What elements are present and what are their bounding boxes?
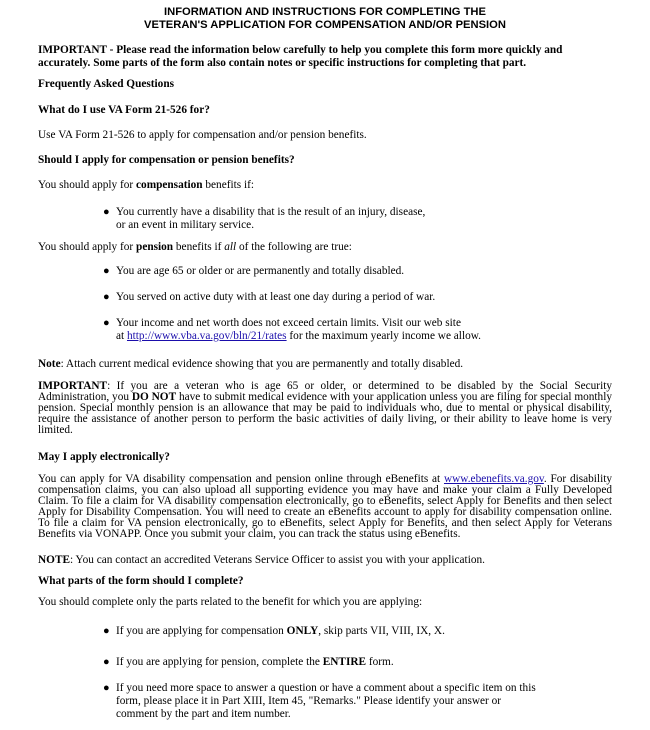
note-vso: NOTE: You can contact an accredited Veterans Service Officer to assist you with your application. [38, 554, 485, 566]
title-line-2: VETERAN'S APPLICATION FOR COMPENSATION AND/OR PENSION [144, 19, 506, 31]
q4-question: What parts of the form should I complete? [38, 575, 244, 587]
q3-answer: You can apply for VA disability compensation and pension online through eBenefits at www.ebenefits.va.gov. For disability compensation claims, you can also upload all supporting evidence you may have and make your claim a Fully Developed Claim. To file a claim for VA disability compensation electronically, go to eBenefits, select Apply for Benefits and then select Apply for Disability Compensation. You will need to create an eBenefits account to apply for disability compensation online. To file a claim for VA pension electronically, go to eBenefits, select Apply for Benefits, and then select Apply for Veterans Benefits via VONAPP. Once you submit your claim, you can track the status using eBenefits. [38, 473, 612, 540]
bullet-icon: ● [103, 656, 110, 668]
q4-answer: You should complete only the parts related to the benefit for which you are applying: [38, 596, 423, 608]
compensation-intro: You should apply for compensation benefits if: [38, 179, 255, 191]
q3-question: May I apply electronically? [38, 451, 170, 463]
bullet-icon: ● [103, 317, 110, 329]
bullet-icon: ● [103, 625, 110, 637]
bullet-icon: ● [103, 682, 110, 694]
ebenefits-link[interactable]: www.ebenefits.va.gov [443, 473, 544, 485]
pension-intro: You should apply for pension benefits if all of the following are true: [38, 241, 352, 253]
faq-heading: Frequently Asked Questions [38, 78, 175, 90]
q2-question: Should I apply for compensation or pension benefits? [38, 154, 295, 166]
note-medical-evidence: Note: Attach current medical evidence showing that you are permanently and totally disabled. [38, 358, 464, 370]
q1-answer: Use VA Form 21-526 to apply for compensation and/or pension benefits. [38, 129, 367, 141]
bullet-icon: ● [103, 206, 110, 218]
bullet-icon: ● [103, 291, 110, 303]
bullet-icon: ● [103, 265, 110, 277]
instructions-page: INFORMATION AND INSTRUCTIONS FOR COMPLETING THE VETERAN'S APPLICATION FOR COMPENSATION AND/OR PENSION IMPORTANT - Please read the information below carefully to help you complete this form more quickly and accurately. Some parts of the form also contain notes or specific instructions for completing that part. Frequently Asked Questions What do I use VA Form 21-526 for? Use VA Form 21-526 to apply for compensation and/or pension benefits. Should I apply for compensation or pension benefits? You should apply for compensation benefits if: ● You currently have a disability that is the result of an injury, disease, or an event in military service. You should apply for pension benefits if all of the following are true: ● You are age 65 or older or are permanently and totally disabled. ● You served on active duty with at least one day during a period of war. ● Your income and net worth does not exceed certain limits. Visit our web site at http://www.vba.va.gov/bln/21/rates for the maximum yearly income we allow. Note: Attach current medical evidence showing that you are permanently and totally disabled. IMPORTANT: If you are a veteran who is age 65 or older, or determined to be disabled by the Social Security Administration, you DO NOT have to submit medical evidence with your application unless you are filing for special monthly pension. Special monthly pension is an allowance that may be paid to individuals who, due to mental or physical disability, require the assistance of another person to perform the basic activities of daily living, or their ability to leave home is very limited. May I apply electronically? You can apply for VA disability compensation and pension online through eBenefits at www.ebenefits.va.gov. For disability compensation claims, you can also upload all supporting evidence you may have and make your claim a Fully Developed Claim. To file a claim for VA disability compensation electronically, go to eBenefits, select Apply for Benefits and then select Apply for Disability Compensation. You will need to create an eBenefits account to apply for disability compensation online. To file a claim for VA pension electronically, go to eBenefits, select Apply for Benefits, and then select Apply for Veterans Benefits via VONAPP. Once you submit your claim, you can track the status using eBenefits. NOTE: You can contact an accredited Veterans Service Officer to assist you with your application. What parts of the form should I complete? You should complete only the parts related to the benefit for which you are applying: ● If you are applying for compensation ONLY, skip parts VII, VIII, IX, X. ● If you are applying for pension, complete the ENTIRE form. ● If you need more space to answer a question or have a comment about a specific item on this form, please place it in Part XIII, Item 45, "Remarks." Please identify your answer or comment by the part and item number. [0, 0, 650, 730]
intro-line-2: accurately. Some parts of the form also contain notes or specific instructions for completing that part. [38, 57, 527, 69]
intro-line-1: IMPORTANT - Please read the information below carefully to help you complete this form more quickly and [38, 44, 563, 56]
q1-question: What do I use VA Form 21-526 for? [38, 104, 210, 116]
important-paragraph: IMPORTANT: If you are a veteran who is age 65 or older, or determined to be disabled by the Social Security Administration, you DO NOT have to submit medical evidence with your application unless you are filing for special monthly pension. Special monthly pension is an allowance that may be paid to individuals who, due to mental or physical disability, require the assistance of another person to perform the basic activities of daily living, or their ability to leave home is very limited. [38, 380, 612, 436]
rates-link[interactable]: http://www.vba.va.gov/bln/21/rates [126, 330, 287, 342]
title-line-1: INFORMATION AND INSTRUCTIONS FOR COMPLETING THE [164, 6, 486, 18]
